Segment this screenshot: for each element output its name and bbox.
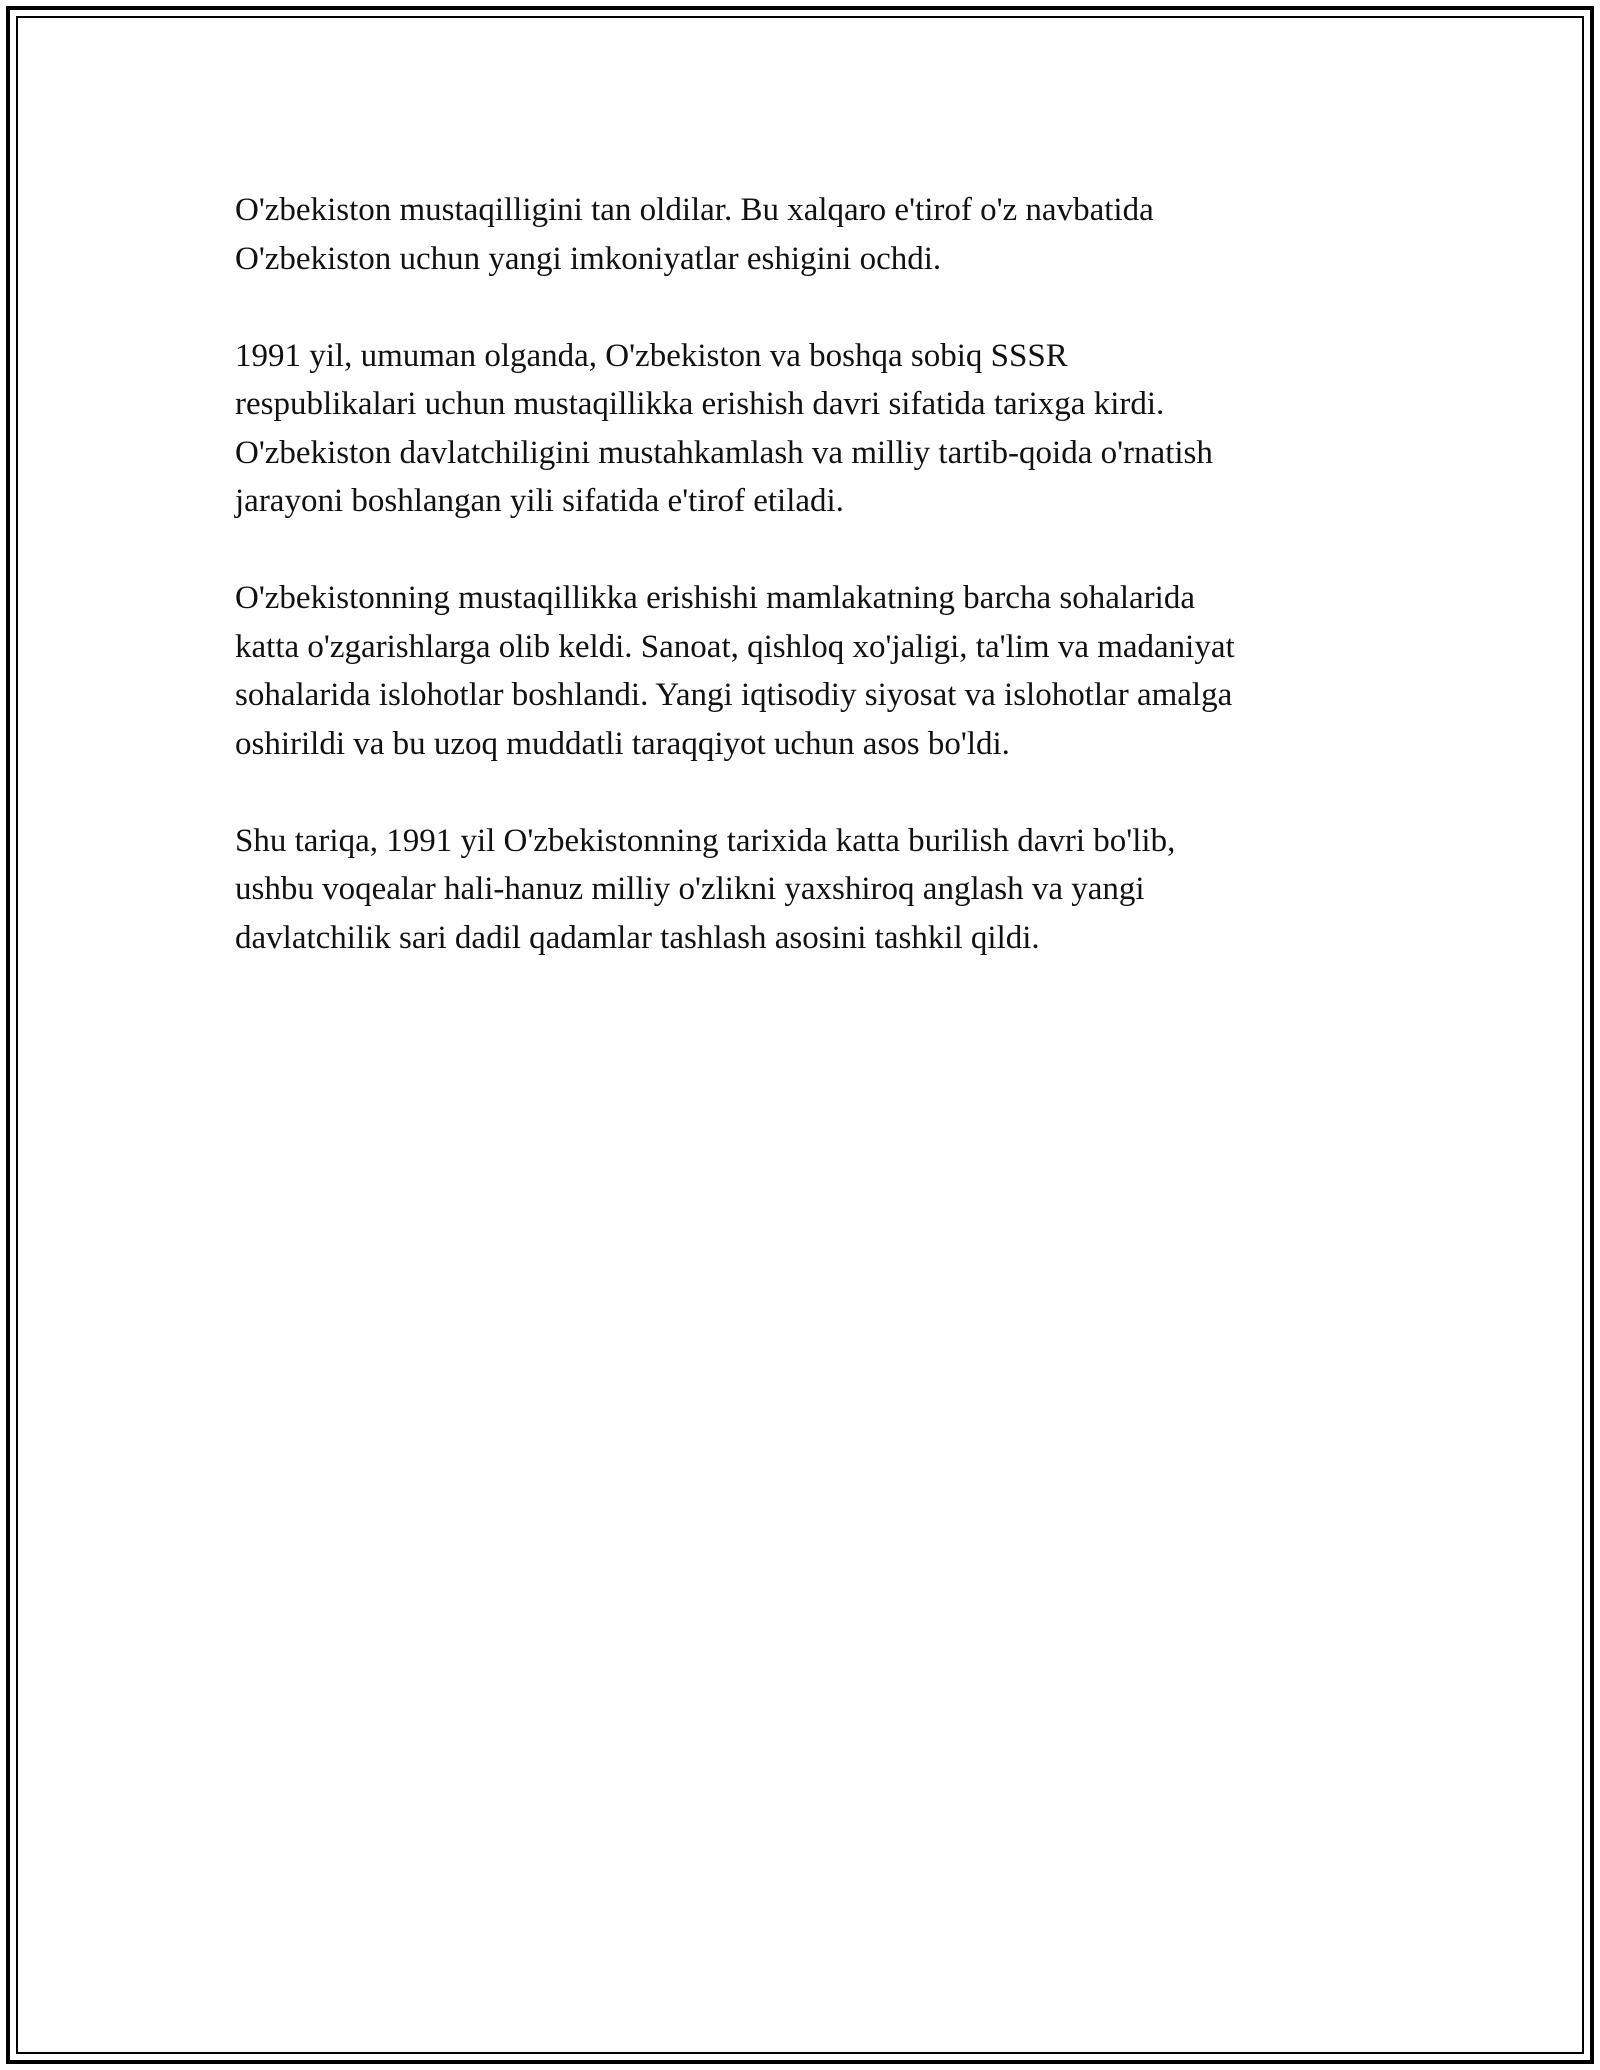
paragraph-4: Shu tariqa, 1991 yil O'zbekistonning tarixida katta burilish davri bo'lib, ushbu voqealar hali-hanuz milliy o'zlikni yaxshiroq anglash va yangi davlatchilik sari dadil qadamlar tashlash asosini tashkil qildi. [235,822,1176,956]
document-body [235,186,1365,1011]
paragraph-1: O'zbekiston mustaqilligini tan oldilar. Bu xalqaro e'tirof o'z navbatida O'zbekiston uchun yangi imkoniyatlar eshigini ochdi. [235,192,1154,277]
paragraph-3: O'zbekistonning mustaqillikka erishishi mamlakatning barcha sohalarida katta o'zgarishlarga olib keldi. Sanoat, qishloq xo'jaligi, ta'lim va madaniyat sohalarida islohotlar boshlandi. Yangi iqtisodiy siyosat va islohotlar amalga oshirildi va bu uzoq muddatli taraqqiyot uchun asos bo'ldi. [235,580,1235,762]
paragraph-2: 1991 yil, umuman olganda, O'zbekiston va boshqa sobiq SSSR respublikalari uchun mustaqillikka erishish davri sifatida tarixga kirdi. O'zbekiston davlatchiligini mustahkamlash va milliy tartib-qoida o'rnatish jarayoni boshlangan yili sifatida e'tirof etiladi. [235,337,1213,519]
